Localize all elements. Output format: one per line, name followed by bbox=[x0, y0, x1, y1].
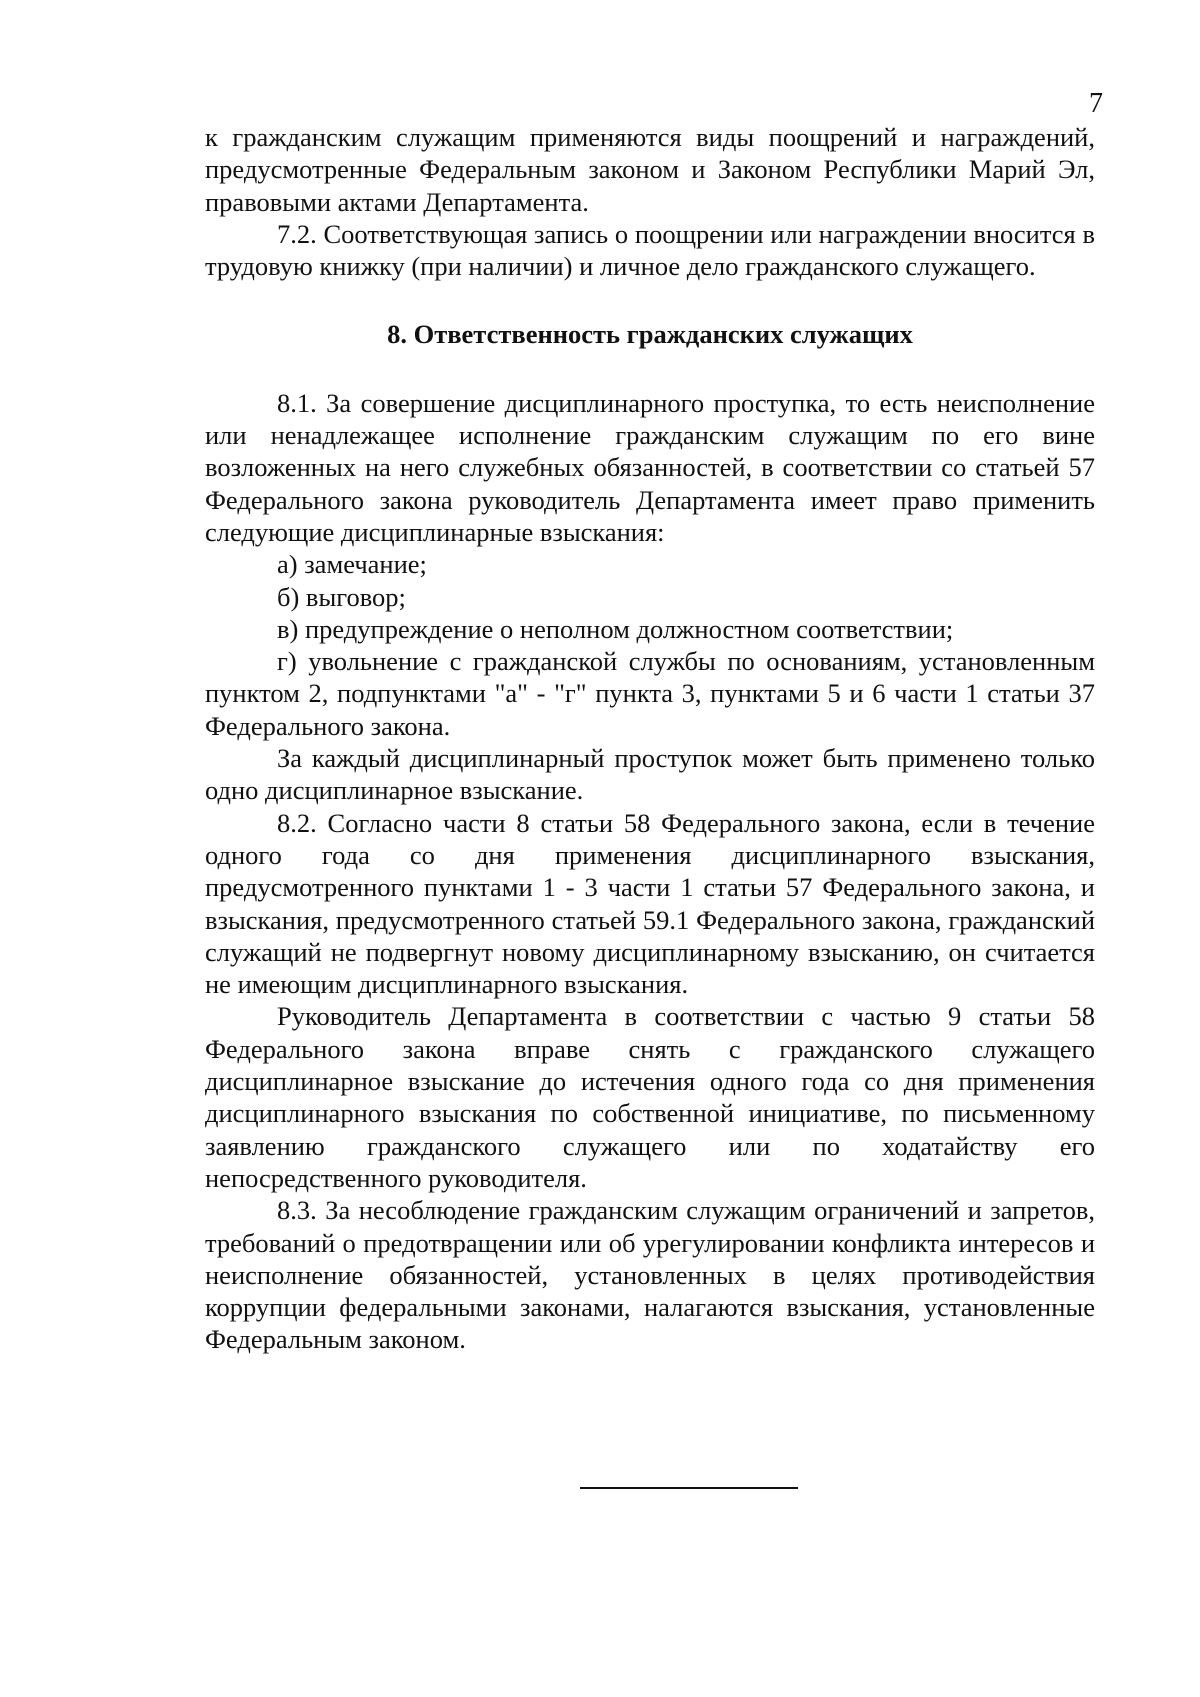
document-body bbox=[205, 121, 1095, 1356]
paragraph-7-2: 7.2. Соответствующая запись о поощрении или награждении вносится в трудовую книжку (при наличии) и личное дело гражданского служащего. bbox=[205, 218, 1095, 282]
closing-rule bbox=[580, 1487, 798, 1489]
paragraph-8-3: 8.3. За несоблюдение гражданским служащим ограничений и запретов, требований о предотвращении или об урегулировании конфликта интересов и неисполнение обязанностей, установленных в целях противодействия коррупции федеральными законами, налагаются взыскания, установленные Федеральным законом. bbox=[205, 1195, 1095, 1355]
paragraph-8-2: 8.2. Согласно части 8 статьи 58 Федерального закона, если в течение одного года со дня применения дисциплинарного взыскания, предусмотренного пунктами 1 - 3 части 1 статьи 57 Федерального закона, и взыскания, предусмотренного статьей 59.1 Федерального закона, гражданский служащий не подвергнут новому дисциплинарному взысканию, он считается не имеющим дисциплинарного взыскания. bbox=[205, 807, 1095, 1000]
paragraph-head-removal: Руководитель Департамента в соответствии с частью 9 статьи 58 Федерального закона вправе снять с гражданского служащего дисциплинарное взыскание до истечения одного года со дня применения дисциплинарного взыскания по собственной инициативе, по письменному заявлению гражданского служащего или по ходатайству его непосредственного руководителя. bbox=[205, 1001, 1095, 1193]
paragraph-8-1: 8.1. За совершение дисциплинарного проступка, то есть неисполнение или ненадлежащее исполнение гражданским служащим по его вине возложенных на него служебных обязанностей, в соответствии со статьей 57 Федерального закона руководитель Департамента имеет право применить следующие дисциплинарные взыскания: bbox=[205, 387, 1095, 547]
list-item-g: г) увольнение с гражданской службы по основаниям, установленным пунктом 2, подпунктами "а" - "г" пункта 3, пунктами 5 и 6 части 1 статьи 37 Федерального закона. bbox=[205, 646, 1095, 741]
section-8-heading: 8. Ответственность гражданских служащих bbox=[387, 319, 913, 350]
list-item-v: в) предупреждение о неполном должностном соответствии; bbox=[277, 613, 954, 644]
list-item-b: б) выговор; bbox=[277, 581, 406, 612]
page-number: 7 bbox=[1089, 88, 1103, 119]
list-item-a: а) замечание; bbox=[277, 549, 427, 580]
intro-paragraph: к гражданским служащим применяются виды поощрений и награждений, предусмотренные Федеральным законом и Законом Республики Марий Эл, правовыми актами Департамента. bbox=[205, 122, 1095, 217]
paragraph-one-penalty: За каждый дисциплинарный проступок может быть применено только одно дисциплинарное взыскание. bbox=[205, 743, 1095, 806]
